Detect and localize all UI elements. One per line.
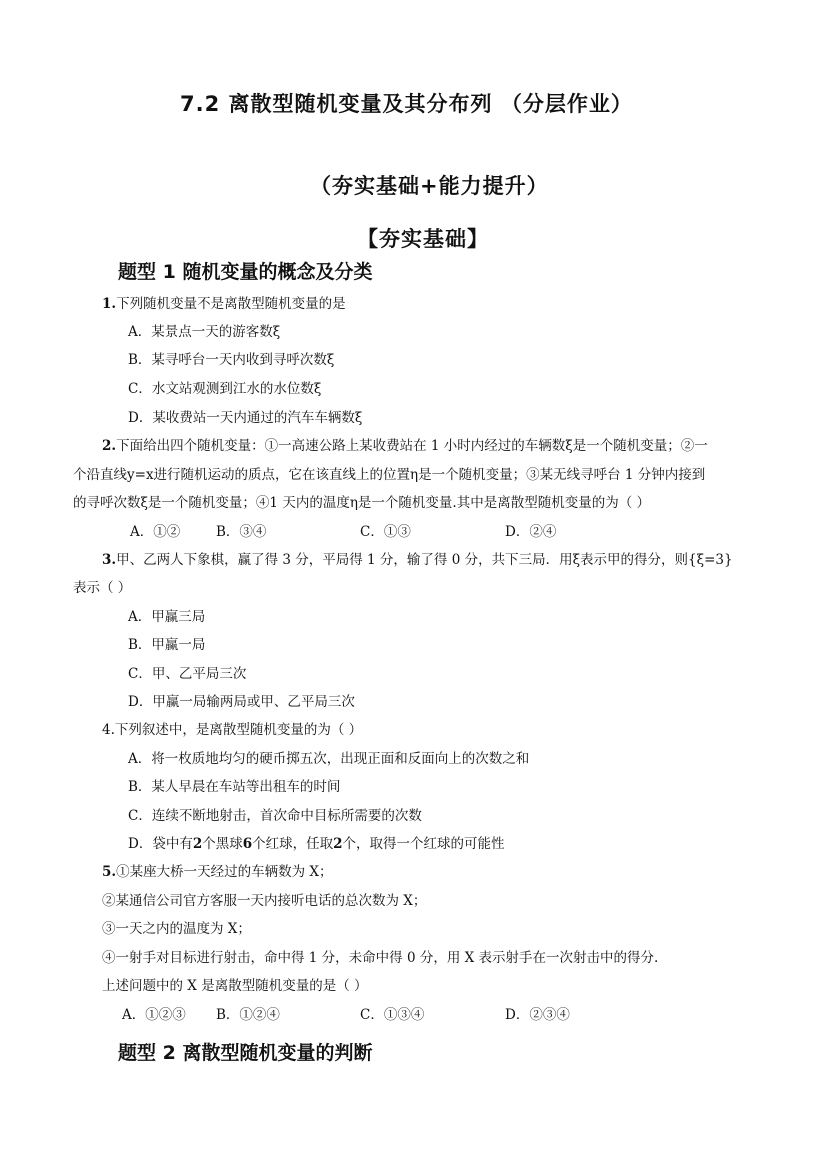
- q5-option-a: A．①②③: [122, 1007, 186, 1023]
- q2-line1: [102, 436, 708, 456]
- q3-option-b: B．甲赢一局: [128, 637, 206, 653]
- q2-option-a: A．①②: [130, 524, 181, 540]
- q5-item-4: ④一射手对目标进行射击，命中得 1 分，未命中得 0 分，用 X 表示射手在一次射击中的得分.: [102, 950, 659, 966]
- q5-option-d: D．②③④: [505, 1007, 570, 1023]
- page-title: 7.2 离散型随机变量及其分布列 （分层作业）: [180, 92, 633, 116]
- q2-option-d: D．②④: [505, 524, 557, 540]
- q4-option-d: [128, 834, 505, 854]
- q5-text-1: ①某座大桥一天经过的车辆数为 X；: [116, 864, 333, 880]
- q2-line2: 个沿直线y=x进行随机运动的质点，它在该直线上的位置η是一个随机变量；③某无线寻呼台 1 分钟内接到: [73, 467, 706, 483]
- q1-option-d: D．某收费站一天内通过的汽车车辆数ξ: [128, 410, 363, 426]
- q3-line1: [102, 550, 733, 570]
- q4-option-b: B．某人早晨在车站等出租车的时间: [128, 779, 341, 795]
- q5-item-2: ②某通信公司官方客服一天内接听电话的总次数为 X；: [102, 893, 427, 909]
- q5-option-c: C．①③④: [360, 1007, 425, 1023]
- q4-d-num2: 6: [242, 836, 253, 852]
- q4-stem: 4.下列叙述中，是离散型随机变量的为（ ）: [102, 722, 363, 738]
- q3-option-d: D．甲赢一局输两局或甲、乙平局三次: [128, 694, 355, 710]
- q2-option-c: C．①③: [360, 524, 411, 540]
- q3-number: 3.: [102, 552, 117, 568]
- q1-stem: [102, 294, 346, 314]
- q1-option-a: A．某景点一天的游客数ξ: [128, 324, 281, 340]
- q2-number: 2.: [102, 438, 117, 454]
- q3-text-1: 甲、乙两人下象棋，赢了得 3 分，平局得 1 分，输了得 0 分，共下三局．用ξ表示甲的得分，则{ξ=3}: [116, 552, 733, 568]
- q2-text-1: 下面给出四个随机变量：①一高速公路上某收费站在 1 小时内经过的车辆数ξ是一个随机变量；②一: [116, 438, 708, 454]
- section-header: 【夯实基础】: [357, 227, 489, 251]
- q3-line2: 表示（ ）: [73, 580, 132, 596]
- q2-option-b: B．③④: [216, 524, 267, 540]
- q4-option-a: A．将一枚质地均匀的硬币掷五次，出现正面和反面向上的次数之和: [128, 751, 530, 767]
- q5-question: 上述问题中的 X 是离散型随机变量的是（ ）: [102, 978, 368, 994]
- q5-item-1: [102, 862, 333, 882]
- q1-option-c: C．水文站观测到江水的水位数ξ: [128, 381, 322, 397]
- q4-d-num1: 2: [192, 836, 203, 852]
- q1-number: 1.: [102, 296, 117, 312]
- q2-line3: 的寻呼次数ξ是一个随机变量；④1 天内的温度η是一个随机变量.其中是离散型随机变量的为（ ）: [73, 495, 650, 511]
- q1-text: 下列随机变量不是离散型随机变量的是: [116, 296, 346, 312]
- q4-d-mid1: 个黑球: [202, 836, 243, 852]
- type1-heading: 题型 1 随机变量的概念及分类: [118, 261, 373, 283]
- q4-d-mid2: 个红球，任取: [252, 836, 334, 852]
- q4-d-num3: 2: [333, 836, 343, 852]
- q4-d-post: 个，取得一个红球的可能性: [342, 836, 505, 852]
- q4-d-pre: D．袋中有: [128, 836, 193, 852]
- q3-option-a: A．甲赢三局: [128, 609, 206, 625]
- q5-number: 5.: [102, 864, 117, 880]
- q5-item-3: ③一天之内的温度为 X；: [102, 921, 251, 937]
- q5-option-b: B．①②④: [216, 1007, 280, 1023]
- type2-heading: 题型 2 离散型随机变量的判断: [118, 1042, 373, 1064]
- q3-option-c: C．甲、乙平局三次: [128, 666, 247, 682]
- page-subtitle: （夯实基础+能力提升）: [310, 174, 549, 198]
- q4-option-c: C．连续不断地射击，首次命中目标所需要的次数: [128, 808, 422, 824]
- q1-option-b: B．某寻呼台一天内收到寻呼次数ξ: [128, 352, 335, 368]
